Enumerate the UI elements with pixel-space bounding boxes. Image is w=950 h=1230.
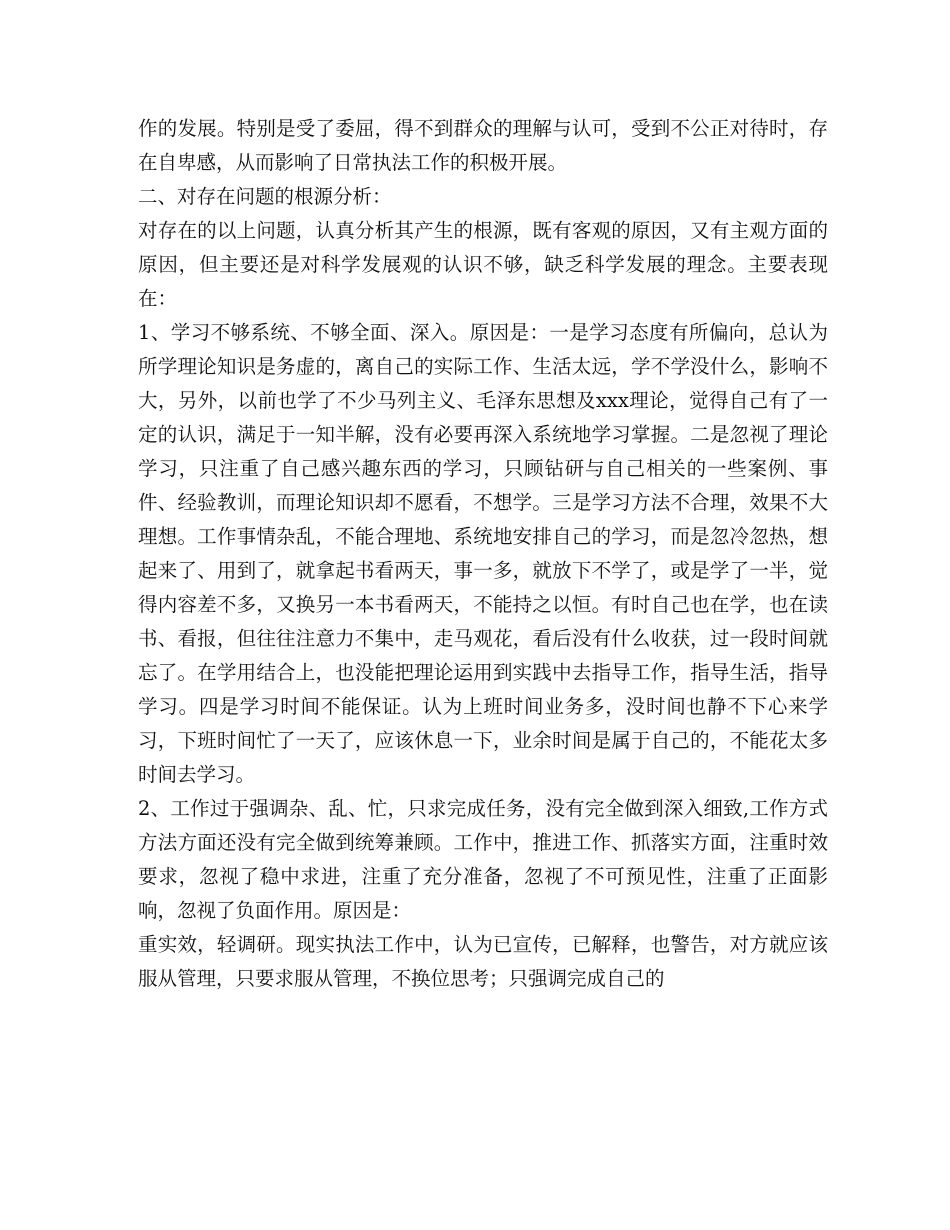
paragraph-point-2: 2、工作过于强调杂、乱、忙，只求完成任务，没有完全做到深入细致,工作方式方法方面还没有完全做到统筹兼顾。工作中，推进工作、抓落实方面，注重时效要求，忽视了稳中求进，注重了充分准备，忽视了不可预见性，注重了正面影响，忽视了负面作用。原因是： xyxy=(138,797,828,922)
paragraph-point-1: 1、学习不够系统、不够全面、深入。原因是：一是学习态度有所偏向，总认为所学理论知识是务虚的，离自己的实际工作、生活太远，学不学没什么，影响不大，另外，以前也学了不少马列主义、毛泽东思想及xxx理论，觉得自己有了一定的认识，满足于一知半解，没有必要再深入系统地学习掌握。二是忽视了理论学习，只注重了自己感兴趣东西的学习，只顾钻研与自己相关的一些案例、事件、经验教训，而理论知识却不愿看，不想学。三是学习方法不合理，效果不大理想。工作事情杂乱，不能合理地、系统地安排自己的学习，而是忽冷忽热，想起来了、用到了，就拿起书看两天，事一多，就放下不学了，或是学了一半，觉得内容差不多，又换另一本书看两天，不能持之以恒。有时自己也在学，也在读书、看报，但往往注意力不集中，走马观花，看后没有什么收获，过一段时间就忘了。在学用结合上，也没能把理论运用到实践中去指导工作，指导生活，指导学习。四是学习时间不能保证。认为上班时间业务多，没时间也静不下心来学习，下班时间忙了一天了，应该休息一下，业余时间是属于自己的，不能花太多时间去学习。 xyxy=(138,321,828,786)
paragraph-reason: 重实效，轻调研。现实执法工作中，认为已宣传，已解释，也警告，对方就应该服从管理，只要求服从管理，不换位思考；只强调完成自己的 xyxy=(138,933,828,990)
paragraph-intro: 对存在的以上问题，认真分析其产生的根源，既有客观的原因，又有主观方面的原因，但主要还是对科学发展观的认识不够，缺乏科学发展的理念。主要表现在： xyxy=(138,219,828,310)
document-body xyxy=(138,112,828,996)
paragraph-continuation: 作的发展。特别是受了委屈，得不到群众的理解与认可，受到不公正对待时，存在自卑感，从而影响了日常执法工作的积极开展。 xyxy=(138,117,828,174)
section-heading: 二、对存在问题的根源分析： xyxy=(138,185,392,208)
